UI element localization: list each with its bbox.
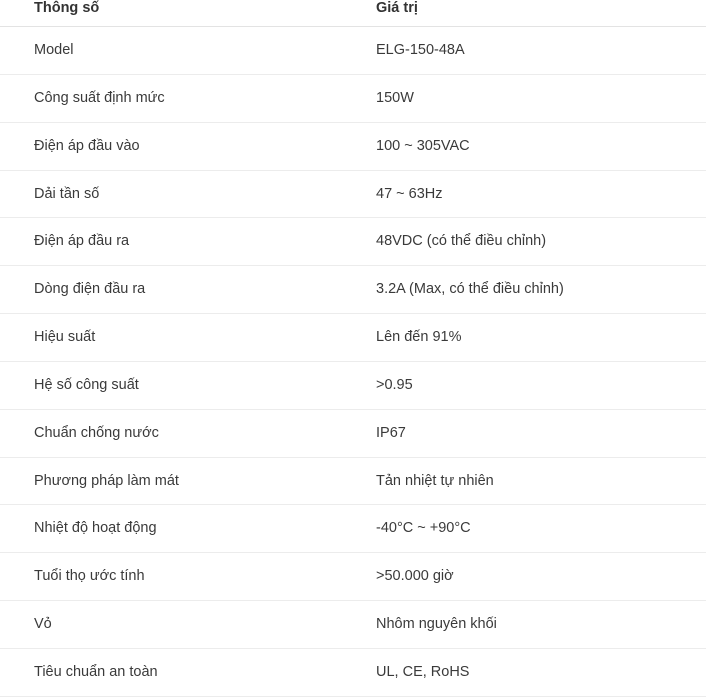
value-cell: ELG-150-48A xyxy=(340,27,706,75)
table-row xyxy=(0,601,706,649)
parameter-cell: Nhiệt độ hoạt động xyxy=(0,505,340,553)
value-cell: Nhôm nguyên khối xyxy=(340,601,706,649)
parameter-cell: Phương pháp làm mát xyxy=(0,457,340,505)
parameter-cell: Dải tần số xyxy=(0,170,340,218)
parameter-cell: Tiêu chuẩn an toàn xyxy=(0,648,340,696)
parameter-cell: Model xyxy=(0,27,340,75)
table-row xyxy=(0,314,706,362)
table-row xyxy=(0,170,706,218)
column-header-value: Giá trị xyxy=(340,0,706,27)
parameter-cell: Vỏ xyxy=(0,601,340,649)
value-cell: >0.95 xyxy=(340,361,706,409)
table-row xyxy=(0,648,706,696)
value-cell: 150W xyxy=(340,74,706,122)
table-row xyxy=(0,74,706,122)
parameter-cell: Hệ số công suất xyxy=(0,361,340,409)
table-header xyxy=(0,0,706,27)
value-cell: 48VDC (có thể điều chỉnh) xyxy=(340,218,706,266)
column-header-parameter: Thông số xyxy=(0,0,340,27)
parameter-cell: Điện áp đầu vào xyxy=(0,122,340,170)
value-cell: 3.2A (Max, có thể điều chỉnh) xyxy=(340,266,706,314)
parameter-cell: Tuổi thọ ước tính xyxy=(0,553,340,601)
table-row xyxy=(0,457,706,505)
value-cell: UL, CE, RoHS xyxy=(340,648,706,696)
value-cell: 47 ~ 63Hz xyxy=(340,170,706,218)
parameter-cell: Điện áp đầu ra xyxy=(0,218,340,266)
table-row xyxy=(0,409,706,457)
table-header-row xyxy=(0,0,706,27)
parameter-cell: Hiệu suất xyxy=(0,314,340,362)
table-row xyxy=(0,505,706,553)
table-row xyxy=(0,218,706,266)
value-cell: 100 ~ 305VAC xyxy=(340,122,706,170)
table-row xyxy=(0,266,706,314)
value-cell: -40°C ~ +90°C xyxy=(340,505,706,553)
parameter-cell: Công suất định mức xyxy=(0,74,340,122)
value-cell: >50.000 giờ xyxy=(340,553,706,601)
value-cell: IP67 xyxy=(340,409,706,457)
value-cell: Lên đến 91% xyxy=(340,314,706,362)
table-row xyxy=(0,361,706,409)
parameter-cell: Chuẩn chống nước xyxy=(0,409,340,457)
table-row xyxy=(0,27,706,75)
table-row xyxy=(0,122,706,170)
value-cell: Tản nhiệt tự nhiên xyxy=(340,457,706,505)
parameter-cell: Dòng điện đầu ra xyxy=(0,266,340,314)
table-body xyxy=(0,27,706,697)
table-row xyxy=(0,553,706,601)
